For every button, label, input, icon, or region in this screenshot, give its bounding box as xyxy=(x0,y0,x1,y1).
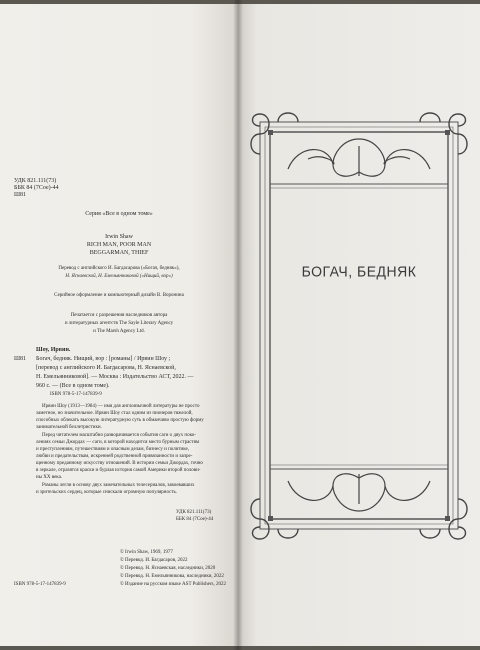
series-name: Серия «Все в одном томе» xyxy=(85,211,153,217)
bib-line-2: [перевод с английского И. Багдасарова, Н. Яснаевской, xyxy=(36,365,176,371)
isbn: ISBN 978-5-17-147839-9 xyxy=(14,582,66,587)
annotation-line-3: способных облекать высокую литературную суть в обманчиво простую форму xyxy=(36,418,204,423)
bib-author: Шоу, Ирвин. xyxy=(36,347,71,353)
bbk-code-bottom: ББК 84 (7Сое)-44 xyxy=(176,517,214,522)
annotation-line-2: заметное, но значительное. Ирвин Шоу стал одним из пионеров тяжелой, xyxy=(36,411,193,416)
annotation-line-9: щенному преданному искусству отношений. В истории семьи Джордах, точно xyxy=(36,461,203,466)
author-original: Irwin Shaw xyxy=(105,234,133,240)
permission-line-2: и литературных агентств The Sayle Literary Agency xyxy=(64,321,174,326)
annotation-line-6: лениях семьи Джордах — саги, в которой находится место бурным страстям xyxy=(36,440,200,445)
author-code: Ш81 xyxy=(14,192,27,198)
bib-line-1: Богач, бедняк. Нищий, вор : [романы] / Ирвин Шоу ; xyxy=(36,356,171,362)
copyright-line-3: © Перевод. Н. Яснаевская, наследники, 2020 xyxy=(120,566,216,571)
permission-line-1: Печатается с разрешения наследников автора xyxy=(70,313,168,318)
ornamental-frame xyxy=(238,4,480,646)
annotation-line-1: Ирвин Шоу (1913—1984) — имя для англоязычной литературы не просто xyxy=(42,404,200,409)
bib-isbn: ISBN 978-5-17-147839-9 xyxy=(50,392,102,397)
page-gutter xyxy=(233,0,243,650)
translators-line-2: Н. Яснаевской, Н. Емельянниковой («Нищий, вор») xyxy=(65,274,173,279)
copyright-line-2: © Перевод. И. Багдасаров, 2022 xyxy=(120,558,188,563)
annotation-line-4: занимательной беллетристики. xyxy=(36,425,102,430)
bib-line-3: Н. Емельянниковой]. — Москва : Издательство АСТ, 2022. — xyxy=(36,374,194,380)
annotation-line-13: и зрительских сердец, которые снискали огромную популярность. xyxy=(36,490,178,495)
udk-code: УДК 821.111(73) xyxy=(14,178,57,184)
design-credit: Серийное оформление и компьютерный дизайн В. Воронина xyxy=(54,293,184,298)
copyright-line-1: © Irwin Shaw, 1969, 1977 xyxy=(120,550,173,555)
title-original-2: BEGGARMAN, THIEF xyxy=(89,250,149,256)
translators-line-1: Перевод с английского И. Багдасарова («Богач, бедняк»), xyxy=(58,266,180,271)
bib-code: Ш81 xyxy=(14,356,27,362)
udk-code-bottom: УДК 821.111(73) xyxy=(176,510,212,515)
title-original-1: RICH MAN, POOR MAN xyxy=(86,242,152,248)
book-title: БОГАЧ, БЕДНЯК xyxy=(301,262,417,280)
copyright-line-4: © Перевод. Н. Емельянникова, наследники, 2022 xyxy=(120,574,224,579)
annotation-line-7: и преступлениям, путешествиям и опасным делам, бизнесу и политике, xyxy=(36,447,190,452)
annotation-line-11: ны XX века. xyxy=(36,475,63,480)
annotation-line-10: в зеркале, отразятся краски и бурлая история самой Америки второй полови- xyxy=(36,468,201,473)
copyright-line-5: © Издание на русском языке AST Publishers, 2022 xyxy=(120,582,226,587)
left-page-imprint xyxy=(0,4,238,646)
annotation-line-12: Романы легли в основу двух замечательных телесериалов, завоевавших xyxy=(42,483,195,488)
bbk-code: ББК 84 (7Сое)-44 xyxy=(14,185,59,191)
annotation-line-5: Перед читателем масштабно разворачивается события саги о двух поко- xyxy=(42,433,196,438)
permission-line-3: и The Marsh Agency Ltd. xyxy=(93,329,145,334)
right-page-title xyxy=(238,4,480,646)
bib-line-4: 960 с. — (Все в одном томе). xyxy=(36,383,110,389)
annotation-line-8: любви и предательствам, искренней родственной привязанности и запре- xyxy=(36,454,193,459)
